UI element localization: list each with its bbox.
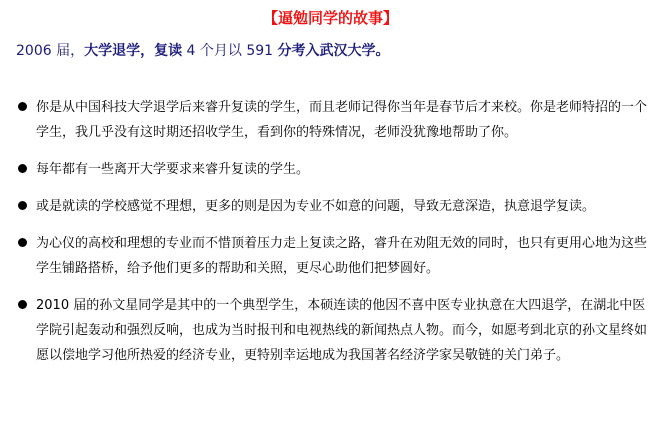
bullet-text: 你是从中国科技大学退学后来睿升复读的学生，而且老师记得你当年是春节后才来校。你是老师特招的一个学生，我几乎没有这时期还招收学生，看到你的特殊情况，老师没犹豫地帮助了你。 — [36, 100, 648, 140]
bullet-dot-icon — [18, 164, 27, 173]
subtitle-part3: 4 个月以 591 — [182, 43, 278, 59]
subtitle-part4: 分考入武汉大学。 — [277, 43, 390, 59]
bullet-item — [0, 95, 661, 145]
subtitle-year: 2006 — [16, 43, 52, 59]
subtitle-part1: 届， — [51, 43, 85, 59]
bullet-text: 为心仪的高校和理想的专业而不惜顶着压力走上复读之路，睿升在劝阻无效的同时，也只有更用心地为这些学生铺路搭桥，给予他们更多的帮助和关照，更尽心助他们把梦圆好。 — [36, 236, 648, 276]
bullet-text: 2010 届的孙文星同学是其中的一个典型学生，本硕连读的他因不喜中医专业执意在大四退学，在湖北中医学院引起轰动和强烈反响，也成为当时报刊和电视热线的新闻热点人物。而今，如愿考到北京的孙文星终如愿以偿地学习他所热爱的经济专业，更特别幸运地成为我国著名经济学家吴敬链的关门弟子。 — [36, 298, 648, 363]
bullet-item — [0, 293, 661, 368]
bullet-item — [0, 157, 661, 182]
bullet-dot-icon — [18, 238, 27, 247]
bullet-text: 每年都有一些离开大学要求来睿升复读的学生。 — [36, 162, 310, 177]
subtitle — [16, 41, 390, 61]
bullet-dot-icon — [18, 201, 27, 210]
page-title: 【逼勉同学的故事】 — [262, 9, 398, 27]
bullet-item — [0, 194, 661, 219]
subtitle-part2: 大学退学，复读 — [84, 43, 183, 59]
bullet-item — [0, 231, 661, 281]
bullet-list — [0, 95, 661, 380]
bullet-text: 或是就读的学校感觉不理想，更多的则是因为专业不如意的问题，导致无意深造，执意退学复读。 — [36, 199, 596, 214]
bullet-dot-icon — [18, 102, 27, 111]
bullet-dot-icon — [18, 300, 27, 309]
